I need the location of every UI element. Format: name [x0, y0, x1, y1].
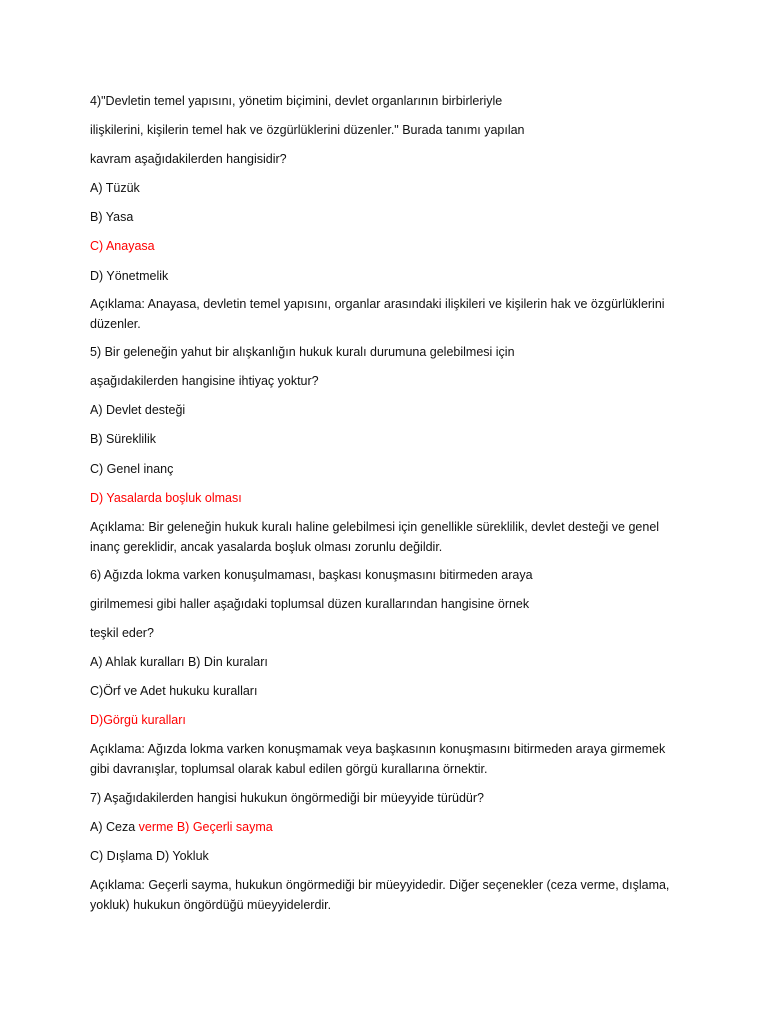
question-5-line-2: aşağıdakilerden hangisine ihtiyaç yoktur?: [90, 374, 319, 388]
question-4-option-b: B) Yasa: [90, 210, 134, 224]
question-7-options-c-d: C) Dışlama D) Yokluk: [90, 849, 209, 863]
question-5-explanation: Açıklama: Bir geleneğin hukuk kuralı haline gelebilmesi için genellikle süreklilik, devlet desteği ve genel inanç gereklidir, ancak yasalarda boşluk olması zorunlu değildir.: [90, 520, 660, 554]
question-4-option-d: D) Yönetmelik: [90, 269, 169, 283]
question-6-option-d-answer: D)Görgü kuralları: [90, 713, 186, 727]
question-7-option-b-answer: verme B) Geçerli sayma: [138, 820, 273, 834]
question-7-explanation: Açıklama: Geçerli sayma, hukukun öngörmediği bir müeyyidedir. Diğer seçenekler (ceza verme, dışlama, yokluk) hukukun öngördüğü müeyyidelerdir.: [90, 878, 670, 912]
question-5-option-a: A) Devlet desteği: [90, 403, 186, 417]
question-5-line-1: 5) Bir geleneğin yahut bir alışkanlığın hukuk kuralı durumuna gelebilmesi için: [90, 345, 515, 359]
question-4-option-a: A) Tüzük: [90, 181, 140, 195]
question-6-line-2: girilmemesi gibi haller aşağıdaki toplumsal düzen kurallarından hangisine örnek: [90, 597, 530, 611]
question-4-line-1: 4)"Devletin temel yapısını, yönetim biçimini, devlet organlarının birbirleriyle: [90, 94, 503, 108]
question-7-option-a-prefix: A) Ceza: [90, 820, 139, 834]
question-6-explanation: Açıklama: Ağızda lokma varken konuşmamak veya başkasının konuşmasını bitirmeden araya girmemek gibi davranışlar, toplumsal olarak kabul edilen görgü kurallarına örnektir.: [90, 742, 666, 776]
question-4-line-3: kavram aşağıdakilerden hangisidir?: [90, 152, 287, 166]
question-5-option-b: B) Süreklilik: [90, 432, 156, 446]
question-7-line-1: 7) Aşağıdakilerden hangisi hukukun öngörmediği bir müeyyide türüdür?: [90, 791, 484, 805]
question-4-option-c-answer: C) Anayasa: [90, 239, 155, 253]
question-4-line-2: ilişkilerini, kişilerin temel hak ve özgürlüklerini düzenler." Burada tanımı yapılan: [90, 123, 525, 137]
question-6-options-a-b: A) Ahlak kuralları B) Din kuraları: [90, 655, 268, 669]
question-6-option-c: C)Örf ve Adet hukuku kuralları: [90, 684, 258, 698]
question-5-option-c: C) Genel inanç: [90, 462, 174, 476]
question-4-explanation: Açıklama: Anayasa, devletin temel yapısını, organlar arasındaki ilişkileri ve kişilerin hak ve özgürlüklerini düzenler.: [90, 297, 665, 331]
question-5-option-d-answer: D) Yasalarda boşluk olması: [90, 491, 242, 505]
question-7-options-a-b: [90, 818, 273, 837]
question-6-line-1: 6) Ağızda lokma varken konuşulmaması, başkası konuşmasını bitirmeden araya: [90, 568, 533, 582]
question-6-line-3: teşkil eder?: [90, 626, 154, 640]
